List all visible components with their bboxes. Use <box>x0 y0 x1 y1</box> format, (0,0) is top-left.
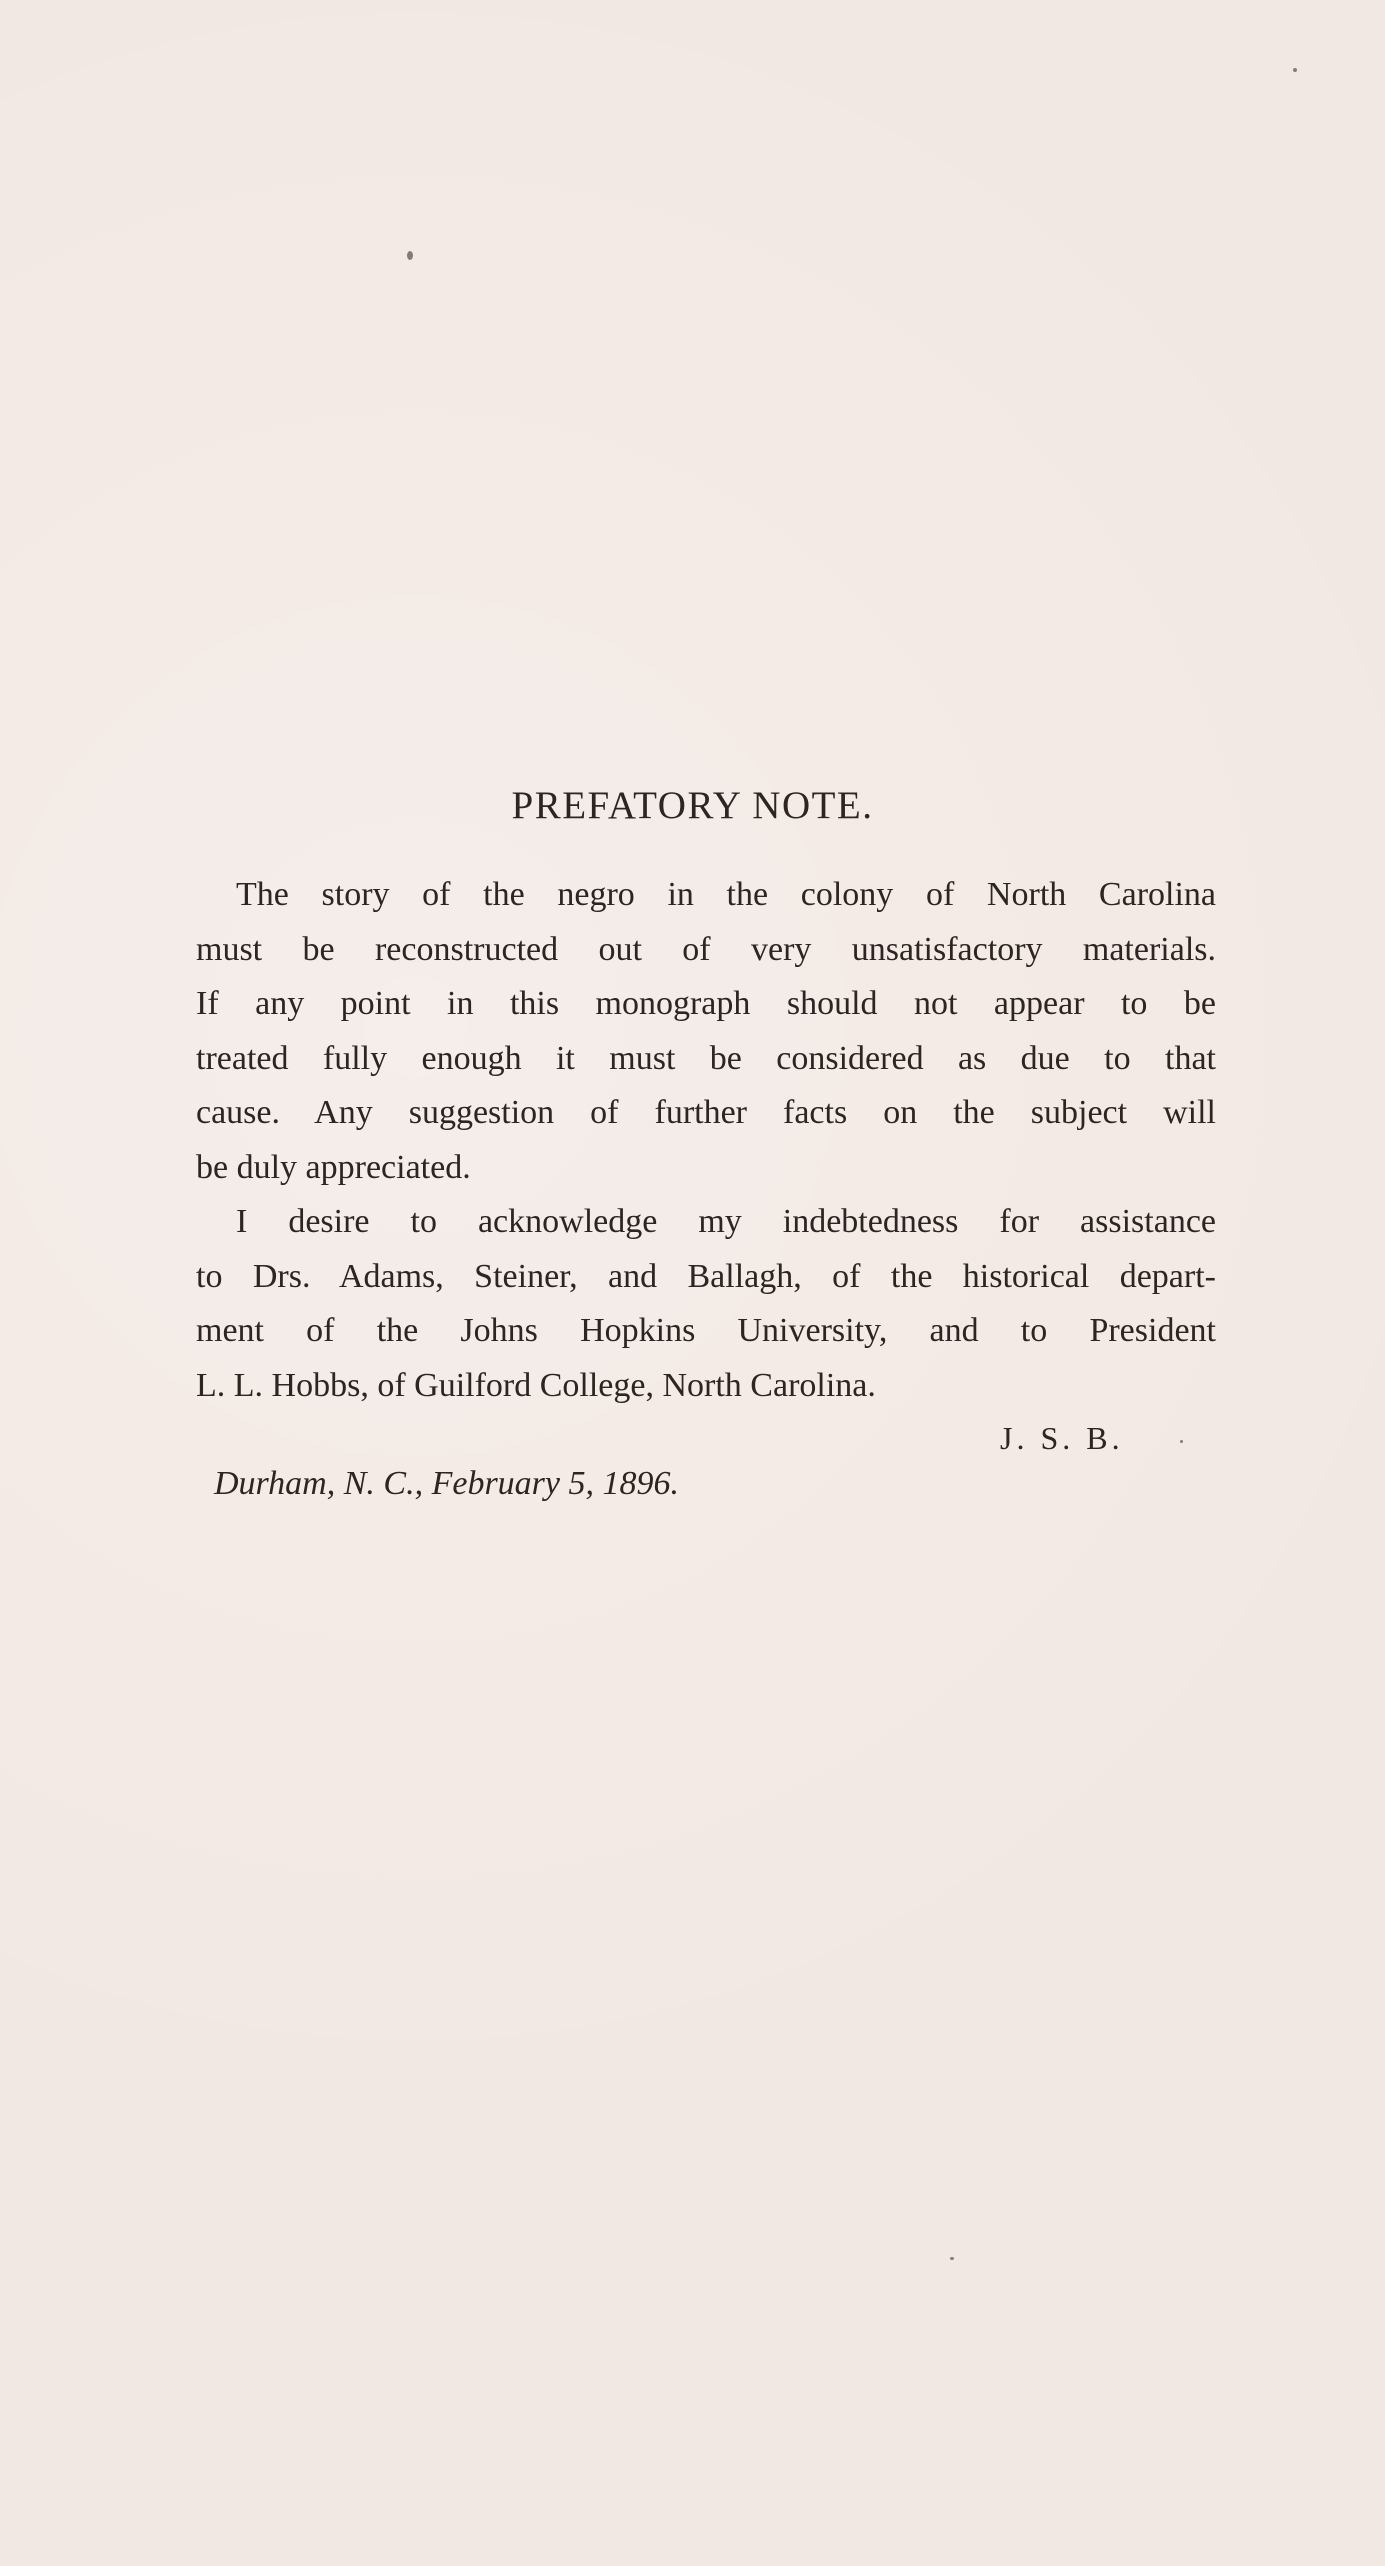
paragraph-1-line: must be reconstructed out of very unsatisfactory materials. <box>196 930 1216 968</box>
paragraph-2-line: ment of the Johns Hopkins University, and to President <box>196 1312 1216 1349</box>
print-speck <box>950 2257 954 2260</box>
paragraph-2-line: I desire to acknowledge my indebtedness for assistance <box>236 1203 1216 1240</box>
print-speck <box>1293 68 1297 72</box>
author-initials: J. S. B. <box>1000 1420 1124 1456</box>
paragraph-1-line: The story of the negro in the colony of North Carolina <box>236 876 1216 913</box>
paragraph-1-line: be duly appreciated. <box>196 1148 471 1186</box>
paragraph-1-line: If any point in this monograph should not appear to be <box>196 985 1216 1022</box>
paragraph-2-line: to Drs. Adams, Steiner, and Ballagh, of the historical depart- <box>196 1257 1216 1295</box>
print-speck <box>1180 1440 1183 1443</box>
dateline: Durham, N. C., February 5, 1896. <box>214 1465 679 1502</box>
paragraph-1-line: treated fully enough it must be considered as due to that <box>196 1039 1216 1077</box>
paragraph-2-line: L. L. Hobbs, of Guilford College, North Carolina. <box>196 1366 876 1404</box>
paragraph-1-line: cause. Any suggestion of further facts on the subject will <box>196 1094 1216 1131</box>
page-title: PREFATORY NOTE. <box>511 784 874 827</box>
body-text <box>196 868 1216 1413</box>
print-speck <box>407 251 413 260</box>
